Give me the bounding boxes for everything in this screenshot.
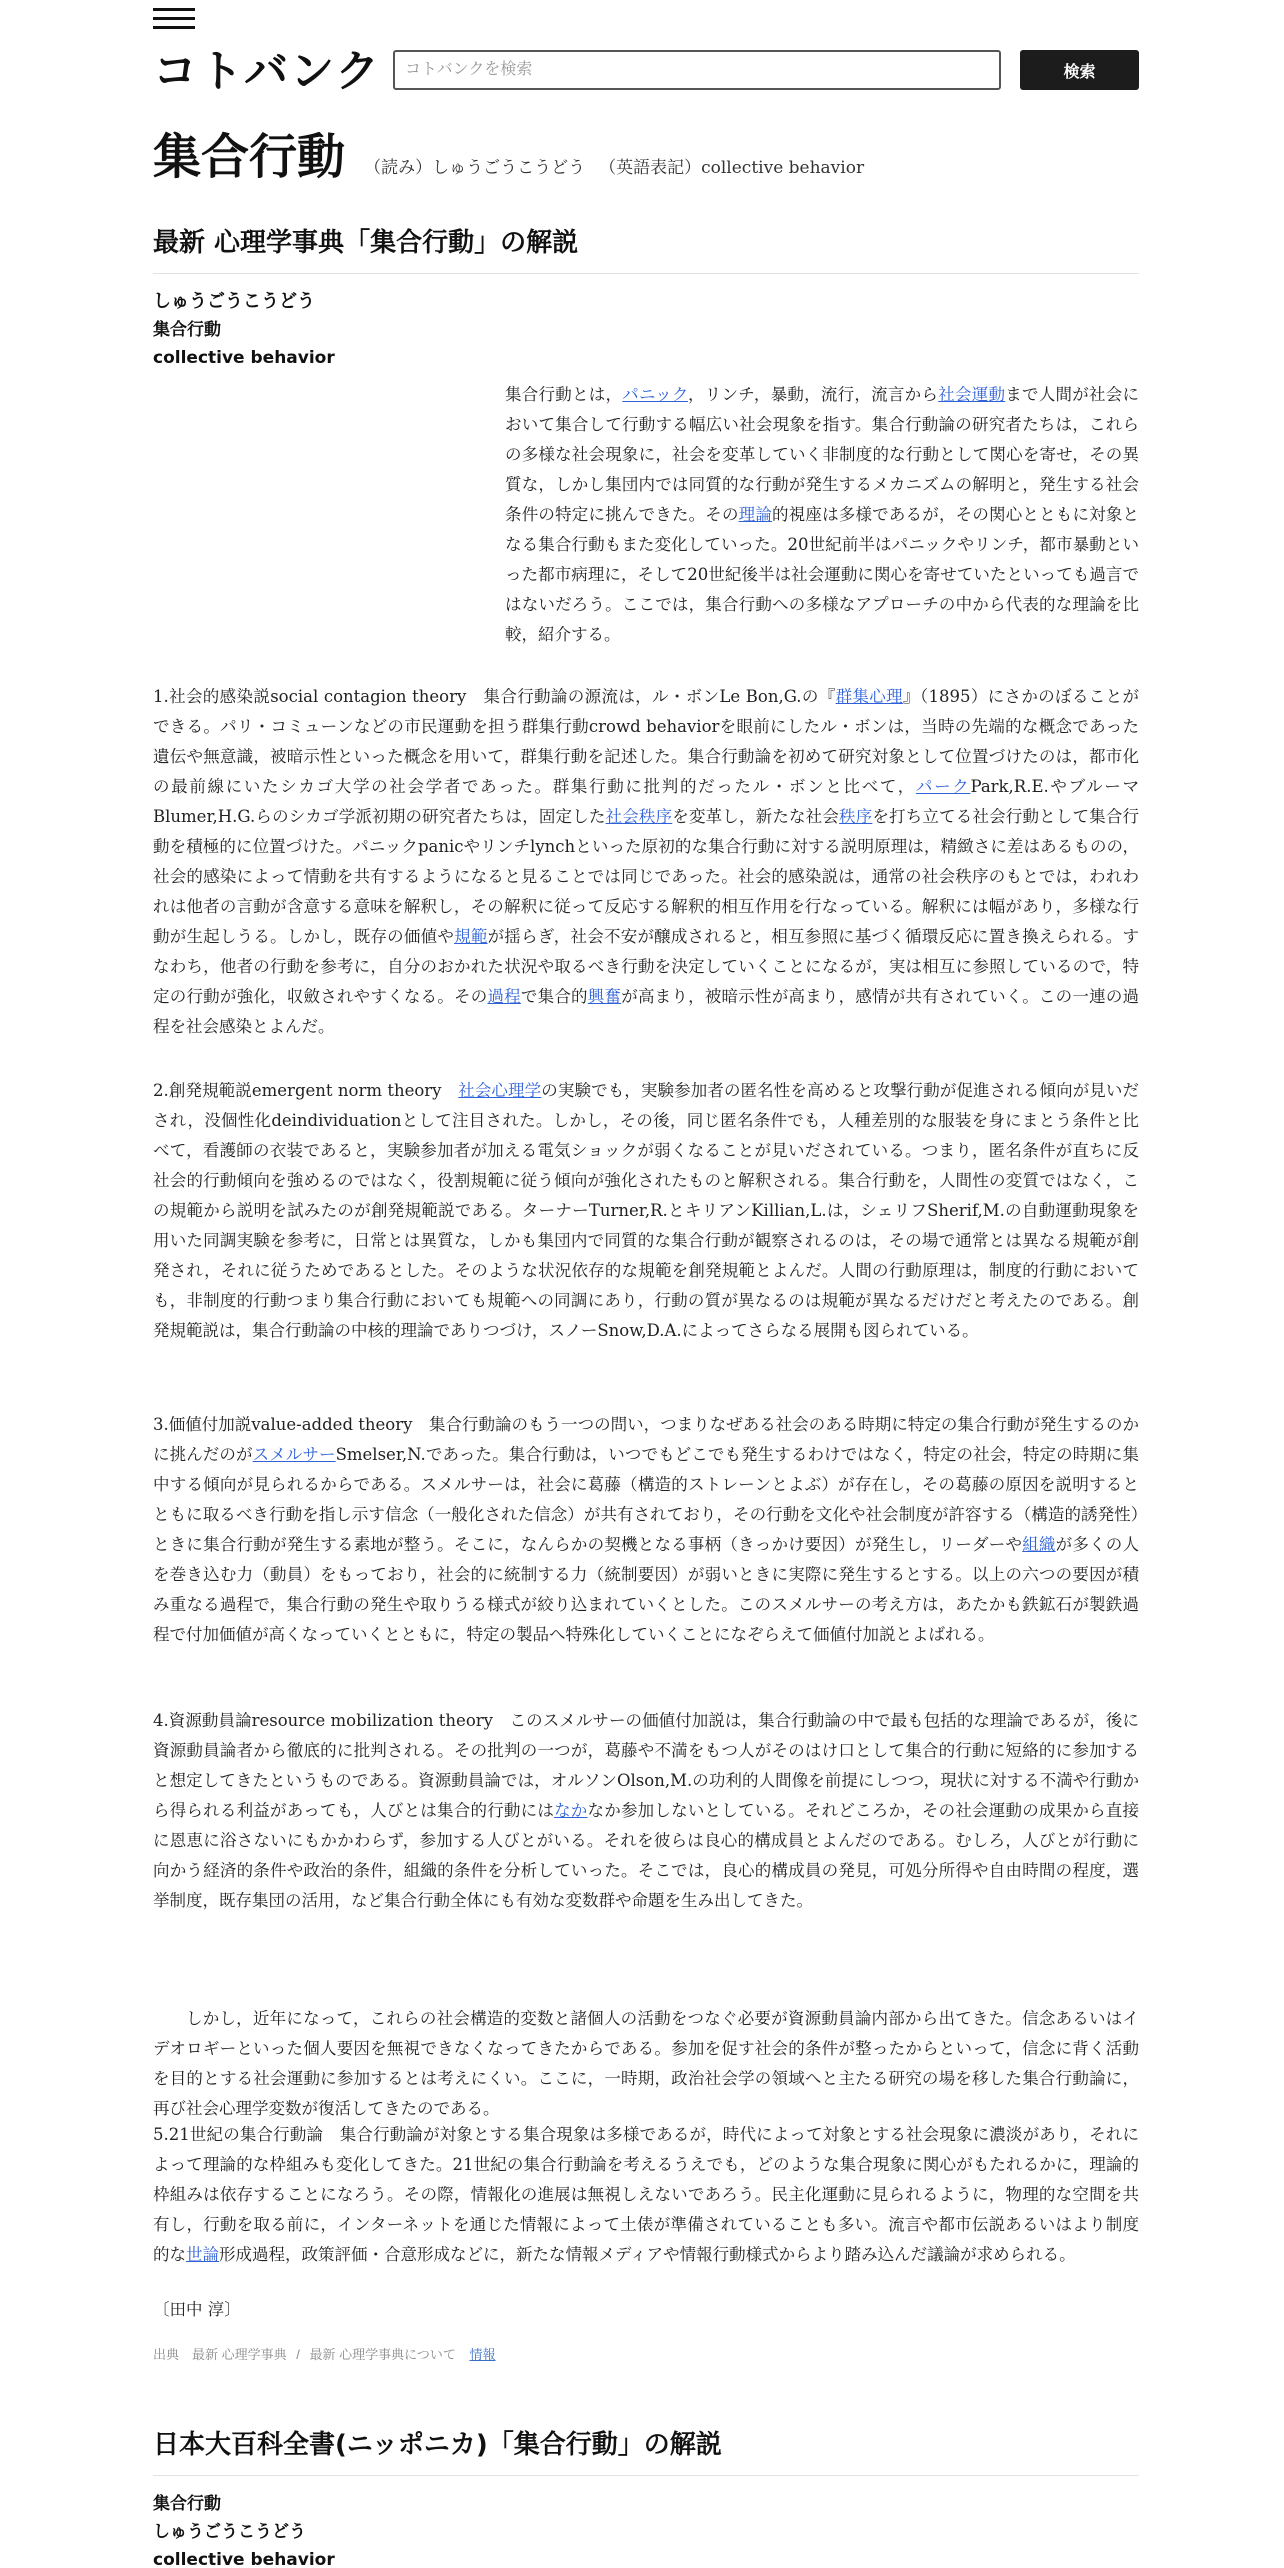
text-run: を打ち立てる社会行動として集合行動を積極的に位置づけた。パニックpanicやリンチlynchといった原初的な集合行動に対する説明原理は，精緻さに差はあるものの，社会的感染によって情動を共有するようになると見ることでは同じであった。社会的感染説は，通常の社会秩序のもとでは，われわれは他者の言動が含意する意味を解釈し，その解釈に従って反応する解釈的相互作用を行なっている。解釈には幅があり，多様な行動が生起しうる。しかし，既存の価値や (153, 807, 1140, 946)
source-separator: / (296, 2347, 300, 2362)
term-link[interactable]: 規範 (454, 927, 488, 946)
text-run: 1.社会的感染説social contagion theory 集合行動論の源流は，ル・ボンLe Bon,G.の『 (153, 687, 836, 706)
entry-title (153, 118, 864, 187)
text-run: ，リンチ，暴動，流行，流言から (688, 385, 939, 404)
term-link[interactable]: スメルサー (252, 1445, 336, 1464)
entry-head (153, 288, 335, 372)
text-run: なか参加しないとしている。それどころか，その社会運動の成果から直接に恩恵に浴さないにもかかわらず，参加する人びとがいる。それを彼らは良心的構成員とよんだのである。むしろ，人びとが行動に向かう経済的条件や政治的条件，組織的条件を分析していった。そこでは，良心的構成員の発見，可処分所得や自由時間の程度，選挙制度，既存集団の活用，など集合行動全体にも有効な変数群や命題を生み出してきた。 (153, 1801, 1139, 1910)
text-run: まで人間が社会において集合して行動する幅広い社会現象を指す。集合行動論の研究者たちは，これらの多様な社会現象に，社会を変革していく非制度的な行動として関心を寄せ，その異質な，しかし集団内では同質的な行動が発生するメカニズムの解明と，発生する社会条件の特定に挑んできた。その (505, 385, 1140, 524)
term-link[interactable]: 社会心理学 (458, 1081, 542, 1100)
text-run: 2.創発規範説emergent norm theory (153, 1081, 459, 1100)
paragraph-recent-developments (153, 2004, 1139, 2124)
term-link[interactable]: 社会運動 (938, 385, 1006, 404)
text-run: が高まり，被暗示性が高まり，感情が共有されていく。この一連の過程を社会感染とよんだ。 (153, 987, 1140, 1036)
paragraph-21st-century (153, 2120, 1139, 2270)
term-link[interactable]: 群集心理 (835, 687, 904, 706)
term-link[interactable]: パニック (622, 385, 688, 404)
section-heading-nipponica (153, 2424, 1139, 2476)
entry-kana: しゅうごうこうどう (153, 2522, 306, 2542)
text-run: 5.21世紀の集合行動論 集合行動論が対象とする集合現象は多様であるが，時代によって対象とする社会現象に濃淡があり，それによって理論的な枠組みも変化してきた。21世紀の集合行動論を考えるうえでも，どのような集合現象に関心がもたれるかに，理論的枠組みは依存することになろう。その際，情報化の進展は無視しえないであろう。民主化運動に見られるように，物理的な空間を共有し，行動を取る前に，インターネットを通じた情報によって土俵が準備されていることも多い。流言や都市伝説あるいはより制度的な (153, 2125, 1139, 2264)
paragraph-social-contagion (153, 682, 1139, 1042)
dictionary-name: 日本大百科全書(ニッポニカ) (153, 2430, 488, 2460)
term-link[interactable]: 秩序 (839, 807, 873, 826)
text-run: しかし，近年になって，これらの社会構造的変数と諸個人の活動をつなぐ必要が資源動員論内部から出てきた。信念あるいはイデオロギーといった個人要因を無視できなくなってきたからである。参加を促す社会的条件が整ったからといって，信念に背く活動を目的とする社会運動に参加するとは考えにくい。ここに，一時期，政治社会学の領域へと主たる研究の場を移した集合行動論に，再び社会心理学変数が復活してきたのである。 (153, 2009, 1139, 2118)
paragraph-resource-mobilization (153, 1706, 1139, 1916)
intro-paragraph (505, 380, 1139, 650)
text-run: 的視座は多様であるが，その関心とともに対象となる集合行動もまた変化していった。20世紀前半はパニックやリンチ，都市暴動といった都市病理に，そして20世紀後半は社会運動に関心を寄せていたといっても過言ではないだろう。ここでは，集合行動への多様なアプローチの中から代表的な理論を比較，紹介する。 (505, 505, 1140, 644)
heading-suffix: 「集合行動」の解説 (487, 2430, 722, 2460)
source-line (153, 2344, 496, 2363)
paragraph-emergent-norm (153, 1076, 1139, 1346)
source-label: 出典 最新 心理学事典 (153, 2347, 287, 2362)
entry-kanji: 集合行動 (153, 320, 221, 340)
page-title: 集合行動 (153, 129, 346, 185)
term-link[interactable]: 過程 (487, 987, 521, 1006)
text-run: を変革し，新たな社会 (672, 807, 840, 826)
entry-english: collective behavior (153, 348, 335, 368)
paragraph-value-added (153, 1410, 1139, 1650)
text-run: Park,R.E.やブルーマBlumer,H.G.らのシカゴ学派初期の研究者たちは，固定した (153, 777, 1139, 826)
source-about: 最新 心理学事典について (309, 2347, 456, 2362)
term-link[interactable]: 組織 (1022, 1535, 1056, 1554)
reading-label: （読み）しゅうごうこうどう (364, 158, 586, 178)
term-link[interactable]: 世論 (186, 2245, 219, 2264)
term-link[interactable]: 興奮 (587, 987, 622, 1006)
text-run: が多くの人を巻き込む力（動員）をもっており，社会的に統制する力（統制要因）が弱いときに実際に発生するとする。以上の六つの要因が積み重なる過程で，集合行動の発生や取りうる様式が絞り込まれていくとした。このスメルサーの考え方は，あたかも鉄鉱石が製鉄過程で付加価値が高くなっていくとともに，特定の製品へ特殊化していくことになぞらえて価値付加説とよばれる。 (153, 1535, 1140, 1644)
search-input[interactable] (393, 50, 1001, 90)
site-logo[interactable]: コトバンク (153, 46, 382, 97)
text-run: 3.価値付加説value-added theory 集合行動論のもう一つの問い，つまりなぜある社会のある時期に特定の集合行動が発生するのかに挑んだのが (153, 1415, 1139, 1464)
heading-suffix: 「集合行動」の解説 (344, 228, 579, 258)
entry-kana: しゅうごうこうどう (153, 291, 315, 312)
author-credit: 〔田中 淳〕 (153, 2300, 241, 2319)
text-run: 集合行動とは， (505, 385, 623, 404)
entry-head (153, 2490, 335, 2568)
text-run: 』（1895）にさかのぼることができる。パリ・コミューンなどの市民運動を担う群集行動crowd behaviorを眼前にしたル・ボンは，当時の先端的な概念であった遺伝や無意識，被暗示性といった概念を用いて，群集行動を記述した。集合行動論を初めて研究対象として位置づけたのは，都市化の最前線にいたシカゴ大学の社会学者であった。群集行動に批判的だったル・ボンと比べて， (153, 687, 1139, 796)
hamburger-menu-icon[interactable] (153, 8, 195, 32)
entry-english: collective behavior (153, 2550, 335, 2568)
text-run: の実験でも，実験参加者の匿名性を高めると攻撃行動が促進される傾向が見いだされ，没個性化deindividuationとして注目された。しかし，その後，同じ匿名条件でも，人種差別的な服装を身にまとう条件と比べて，看護師の衣装であると，実験参加者が加える電気ショックが弱くなることが見いだされている。つまり，匿名条件が直ちに反社会的行動傾向を強めるのではなく，役割規範に従う傾向が強化されたものと解釈される。集合行動を，人間性の変質ではなく，この規範から説明を試みたのが創発規範説である。ターナーTurner,R.とキリアンKillian,L.は，シェリフSherif,M.の自動運動現象を用いた同調実験を参考に，日常とは異質な，しかも集団内で同質的な集合行動が観察されるのは，その場で通常とは異なる規範が創発され，それに従うためであるとした。そのような状況依存的な規範を創発規範とよんだ。人間の行動原理は，制度的行動においても，非制度的行動つまり集合行動においても規範への同調にあり，行動の質が異なるのは規範が異なるだけだと考えたのである。創発規範説は，集合行動論の中核的理論でありつづけ，スノーSnow,D.A.によってさらなる展開も図られている。 (153, 1081, 1140, 1340)
section-heading-psychology (153, 222, 1139, 274)
source-info-link[interactable]: 情報 (469, 2347, 496, 2362)
term-link[interactable]: 理論 (738, 505, 773, 524)
text-run: Smelser,N.であった。集合行動は，いつでもどこでも発生するわけではなく，特定の社会，特定の時期に集中する傾向が見られるからである。スメルサーは，社会に葛藤（構造的ストレーンとよぶ）が存在し，その葛藤の原因を説明するとともに取るべき行動を指し示す信念（一般化された信念）が共有されており，その行動を文化や社会制度が許容する（構造的誘発性）ときに集合行動が発生する素地が整う。そこに，なんらかの契機となる事柄（きっかけ要因）が発生し，リーダーや (153, 1445, 1139, 1554)
term-link[interactable]: なか (554, 1801, 588, 1820)
search-button[interactable]: 検索 (1020, 50, 1139, 90)
text-run: 形成過程，政策評価・合意形成などに，新たな情報メディアや情報行動様式からより踏み込んだ議論が求められる。 (219, 2245, 1076, 2264)
term-link[interactable]: 社会秩序 (605, 807, 673, 826)
text-run: 4.資源動員論resource mobilization theory このスメルサーの価値付加説は，集合行動論の中で最も包括的な理論であるが，後に資源動員論者から徹底的に批判される。その批判の一つが，葛藤や不満をもつ人がそのはけ口として集合的行動に短絡的に参加すると想定してきたというものである。資源動員論では，オルソンOlson,M.の功利的人間像を前提にしつつ，現状に対する不満や行動から得られる利益があっても，人びとは集合的行動には (153, 1711, 1139, 1820)
text-run: で集合的 (520, 987, 588, 1006)
entry-kanji: 集合行動 (153, 2494, 221, 2514)
dictionary-name: 最新 心理学事典 (153, 228, 345, 258)
english-label: （英語表記）collective behavior (599, 158, 865, 178)
text-run: が揺らぎ，社会不安が醸成されると，相互参照に基づく循環反応に置き換えられる。すなわち，他者の行動を参考に，自分のおかれた状況や取るべき行動を決定していくことになるが，実は相互に参照しているので，特定の行動が強化，収斂されやすくなる。その (153, 927, 1140, 1006)
term-link[interactable]: パーク (915, 777, 971, 796)
